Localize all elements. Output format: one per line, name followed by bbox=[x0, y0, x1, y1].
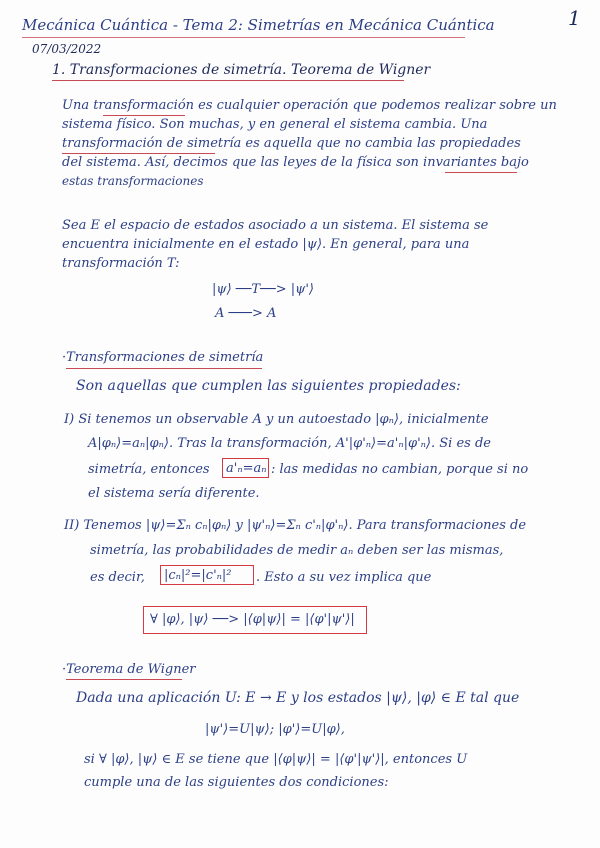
section-title: 1. Transformaciones de simetría. Teorema de Wigner bbox=[52, 62, 431, 78]
highlight-invariantes bbox=[445, 172, 517, 173]
wigner-line-1: Dada una aplicación U: E → E y los estados |ψ⟩, |φ⟩ ∈ E tal que bbox=[76, 690, 520, 706]
prop2-boxed-inline bbox=[160, 565, 254, 585]
intro-line-4: del sistema. Así, decimos que las leyes de la física son invariantes bajo bbox=[62, 155, 529, 170]
prop1-line-3: simetría, entonces bbox=[88, 462, 210, 477]
symmetry-heading-underline bbox=[66, 368, 262, 369]
header-underline bbox=[22, 37, 465, 38]
symmetry-heading: ·Transformaciones de simetría bbox=[62, 350, 264, 365]
prop2-boxed-formula bbox=[143, 606, 367, 634]
intro-line-1: Una transformación es cualquier operación que podemos realizar sobre un bbox=[62, 98, 557, 113]
wigner-line-2: |ψ'⟩=U|ψ⟩; |φ'⟩=U|φ⟩, bbox=[205, 722, 345, 737]
prop2-boxed-inline-text: |cₙ|²=|c'ₙ|² bbox=[164, 568, 232, 583]
date-label: 07/03/2022 bbox=[32, 42, 102, 56]
prop2-line-4: . Esto a su vez implica que bbox=[256, 570, 432, 585]
state-line-3: transformación T: bbox=[62, 256, 180, 271]
prop2-line-3: es decir, bbox=[90, 570, 145, 585]
wigner-line-3: si ∀ |φ⟩, |ψ⟩ ∈ E se tiene que |⟨φ|ψ⟩| = |⟨φ'|ψ'⟩|, entonces U bbox=[84, 752, 468, 767]
state-line-2: encuentra inicialmente en el estado |ψ⟩. En general, para una bbox=[62, 237, 470, 252]
intro-line-2: sistema físico. Son muchas, y en general el sistema cambia. Una bbox=[62, 117, 488, 132]
prop1-line-2: A|φₙ⟩=aₙ|φₙ⟩. Tras la transformación, A'|φ'ₙ⟩=a'ₙ|φ'ₙ⟩. Si es de bbox=[88, 436, 491, 451]
prop1-line-4: : las medidas no cambian, porque si no bbox=[271, 462, 529, 477]
wigner-heading-underline bbox=[66, 679, 182, 680]
symmetry-intro: Son aquellas que cumplen las siguientes propiedades: bbox=[76, 378, 461, 394]
prop1-line-1: I) Si tenemos un observable A y un autoestado |φₙ⟩, inicialmente bbox=[64, 412, 489, 427]
intro-line-5: estas transformaciones bbox=[62, 174, 204, 188]
highlight-transformacion bbox=[103, 115, 185, 116]
prop2-line-1: II) Tenemos |ψ⟩=Σₙ cₙ|φₙ⟩ y |ψ'ₙ⟩=Σₙ c'ₙ|φ'ₙ⟩. Para transformaciones de bbox=[64, 518, 527, 533]
section-underline bbox=[52, 80, 404, 81]
prop1-boxed-result bbox=[222, 458, 269, 478]
highlight-transformacion-simetria bbox=[62, 153, 215, 154]
page-number: 1 bbox=[568, 6, 581, 30]
mapping-line-1: |ψ⟩ ──T──> |ψ'⟩ bbox=[212, 282, 315, 297]
wigner-line-4: cumple una de las siguientes dos condiciones: bbox=[84, 775, 389, 790]
mapping-line-2: A ───> A bbox=[215, 306, 277, 321]
state-line-1: Sea E el espacio de estados asociado a un sistema. El sistema se bbox=[62, 218, 489, 233]
page-header-title: Mecánica Cuántica - Tema 2: Simetrías en Mecánica Cuántica bbox=[22, 16, 495, 34]
prop2-line-2: simetría, las probabilidades de medir aₙ deben ser las mismas, bbox=[90, 543, 504, 558]
intro-line-3: transformación de simetría es aquella que no cambia las propiedades bbox=[62, 136, 521, 151]
prop1-boxed-text: a'ₙ=aₙ bbox=[226, 461, 267, 476]
wigner-heading: ·Teorema de Wigner bbox=[62, 662, 196, 677]
prop1-line-5: el sistema sería diferente. bbox=[88, 486, 260, 501]
prop2-boxed-formula-text: ∀ |φ⟩, |ψ⟩ ──> |⟨φ|ψ⟩| = |⟨φ'|ψ'⟩| bbox=[150, 612, 355, 627]
